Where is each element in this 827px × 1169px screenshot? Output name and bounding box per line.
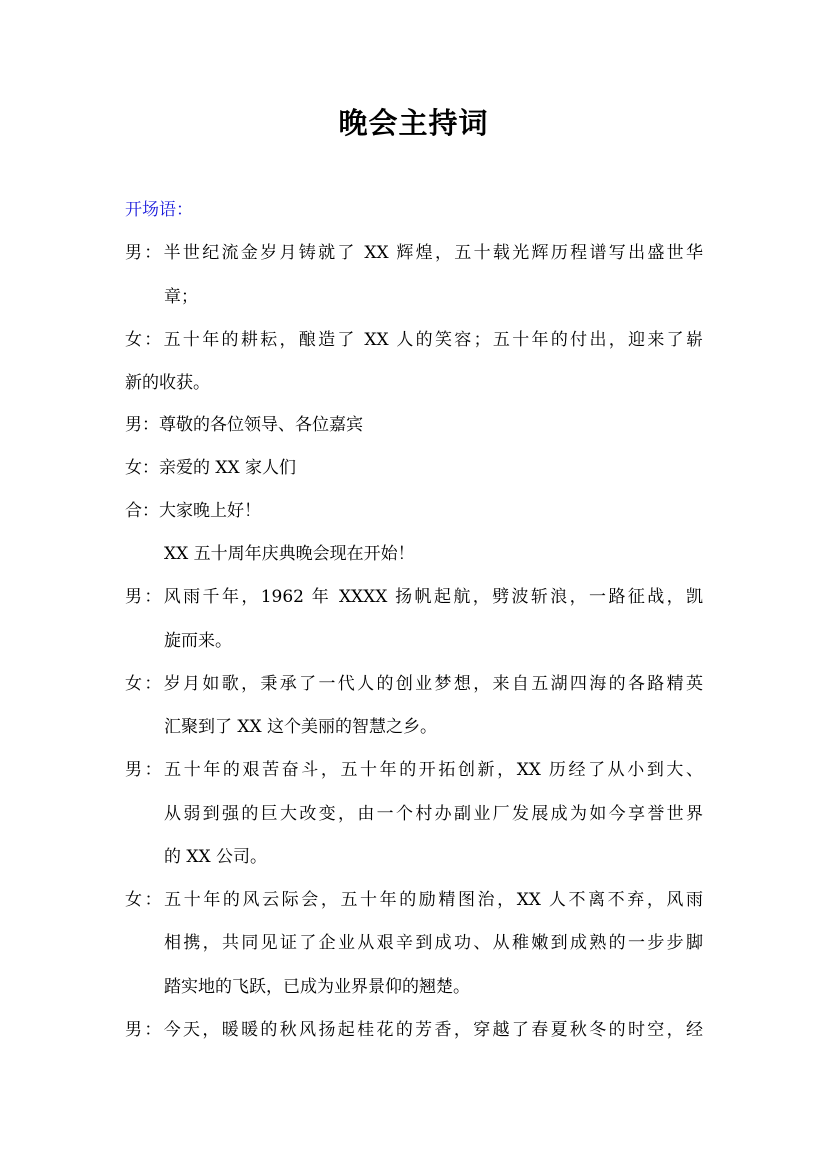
text-line: 踏实地的飞跃，已成为业界景仰的翘楚。 <box>164 977 470 997</box>
text-line: 男：尊敬的各位领导、各位嘉宾 <box>125 415 363 435</box>
text-line: 男：半世纪流金岁月铸就了 XX 辉煌，五十载光辉历程谱写出盛世华 <box>125 243 703 263</box>
text-line: 女：岁月如歌，秉承了一代人的创业梦想，来自五湖四海的各路精英 <box>125 674 703 694</box>
text-line: 男：五十年的艰苦奋斗，五十年的开拓创新，XX 历经了从小到大、 <box>125 760 703 780</box>
text-line: 女：五十年的耕耘，酿造了 XX 人的笑容；五十年的付出，迎来了崭 <box>125 330 703 350</box>
text-line: 章； <box>164 287 198 307</box>
text-line: 汇聚到了 XX 这个美丽的智慧之乡。 <box>164 717 438 737</box>
text-line: 女：亲爱的 XX 家人们 <box>125 458 297 478</box>
text-line: XX 五十周年庆典晚会现在开始！ <box>164 544 415 564</box>
text-line: 男：风雨千年，1962 年 XXXX 扬帆起航，劈波斩浪，一路征战，凯 <box>125 587 703 607</box>
document-title: 晚会主持词 <box>338 106 489 140</box>
text-line: 旋而来。 <box>164 631 232 651</box>
text-line: 男：今天，暖暖的秋风扬起桂花的芳香，穿越了春夏秋冬的时空，经 <box>125 1020 703 1040</box>
text-line: 相携，共同见证了企业从艰辛到成功、从稚嫩到成熟的一步步脚 <box>164 933 703 953</box>
text-line: 从弱到强的巨大改变，由一个村办副业厂发展成为如今享誉世界 <box>164 804 703 824</box>
text-line: 合：大家晚上好！ <box>125 501 261 521</box>
text-line: 女：五十年的风云际会，五十年的励精图治，XX 人不离不弃，风雨 <box>125 890 703 910</box>
text-line: 新的收获。 <box>125 373 210 393</box>
section-label-opening: 开场语： <box>125 200 193 220</box>
text-line: 的 XX 公司。 <box>164 847 268 867</box>
